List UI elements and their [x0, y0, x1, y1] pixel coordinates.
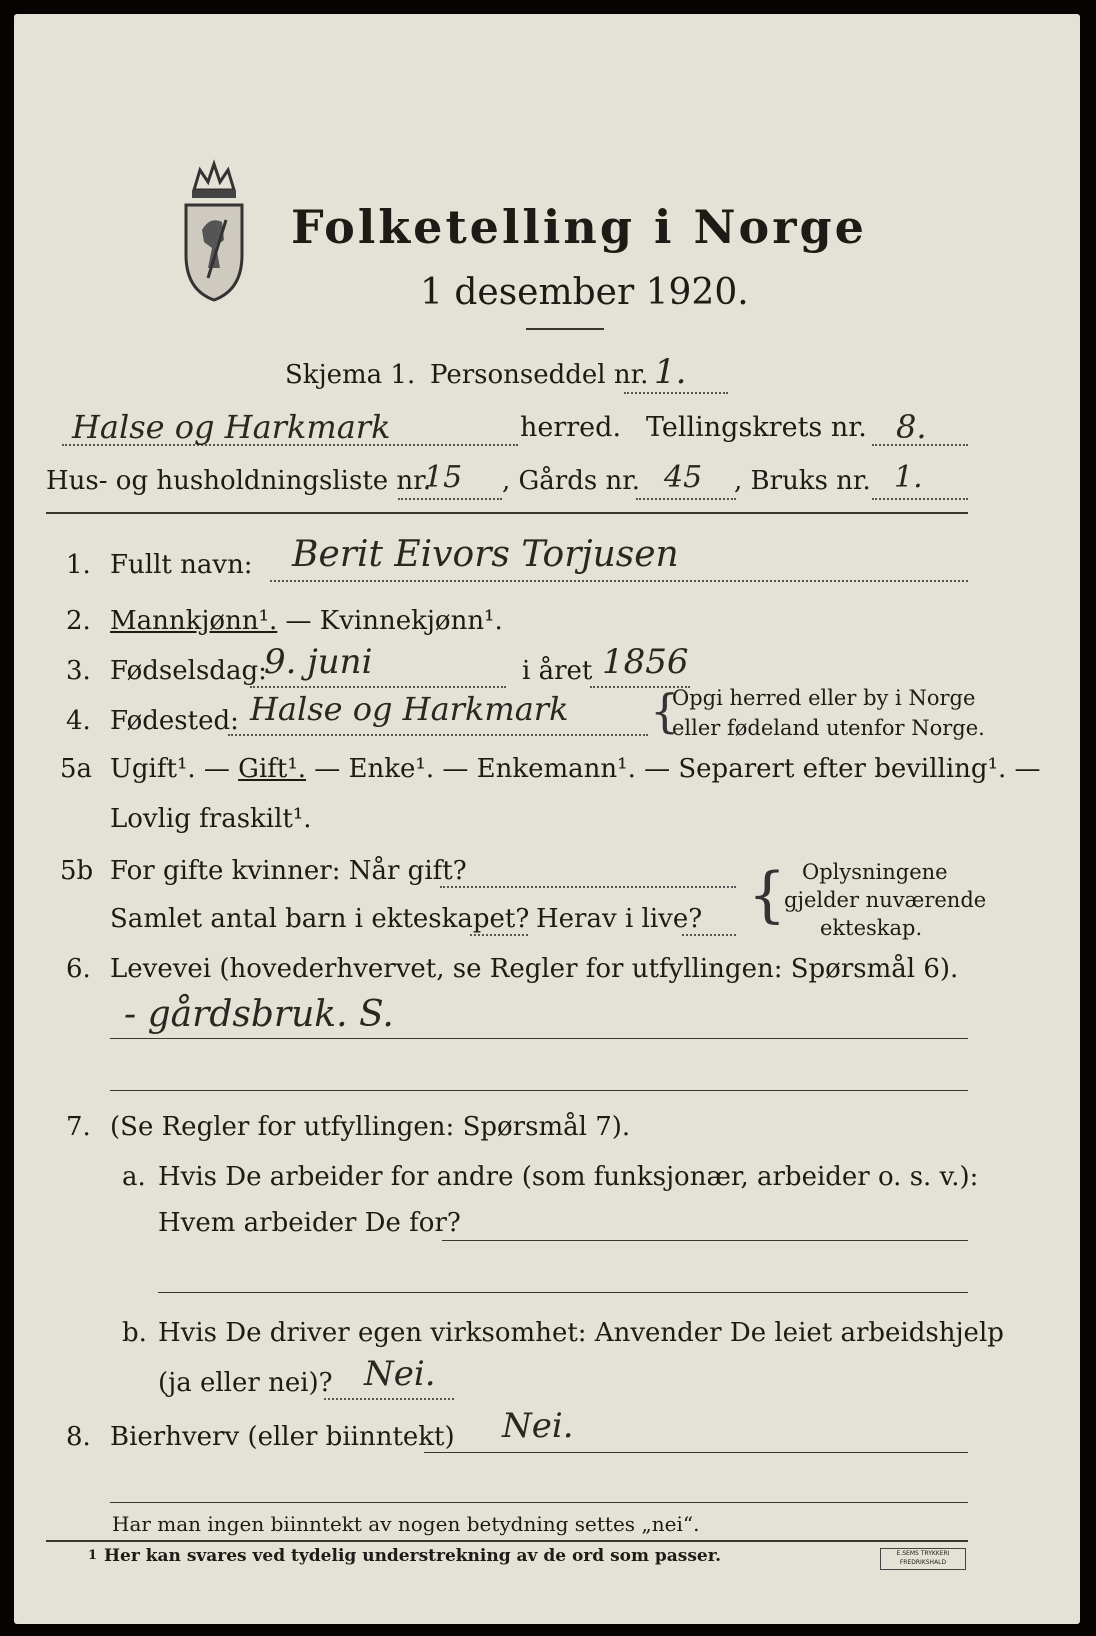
q4-value: Halse og Harkmark — [250, 690, 569, 728]
footer-note: Har man ingen biinntekt av nogen betydning settes „nei“. — [112, 1512, 700, 1536]
q8-field-line-1 — [424, 1452, 968, 1453]
q7a-question: Hvem arbeider De for? — [158, 1208, 461, 1238]
q5b-alive: Herav i live? — [536, 904, 703, 934]
q4-label: Fødested: — [110, 706, 239, 736]
schema-label: Skjema 1. — [285, 360, 416, 390]
q1-label: Fullt navn: — [110, 550, 253, 580]
q5a-rest: — Enke¹. — Enkemann¹. — Separert efter bevilling¹. — — [306, 754, 1041, 784]
q5b-when-field-line — [440, 886, 736, 888]
census-date: 1 desember 1920. — [420, 272, 749, 313]
bruks-label: , Bruks nr. — [734, 466, 871, 496]
q3-label: Fødselsdag: — [110, 656, 267, 686]
q4-number: 4. — [66, 706, 91, 736]
bruks-value: 1. — [894, 460, 923, 495]
gards-label: , Gårds nr. — [502, 466, 641, 496]
q3-field-line — [250, 686, 506, 688]
q7a-field-line-2 — [158, 1292, 968, 1293]
q7a-text: Hvis De arbeider for andre (som funksjonær, arbeider o. s. v.): — [158, 1162, 979, 1192]
q5b-alive-field-line — [682, 934, 736, 936]
q3-year-value: 1856 — [602, 642, 689, 682]
q3-value: 9. juni — [264, 642, 373, 682]
bruks-field-line — [872, 498, 968, 500]
q3-year-label: i året — [522, 656, 593, 686]
q6-field-line-1 — [110, 1038, 968, 1039]
tellingskrets-label: Tellingskrets nr. — [646, 412, 867, 443]
q5b-when-married: For gifte kvinner: Når gift? — [110, 856, 467, 886]
tellingskrets-value: 8. — [896, 408, 927, 446]
q6-number: 6. — [66, 954, 91, 984]
q1-value: Berit Eivors Torjusen — [292, 534, 679, 575]
q5b-children: Samlet antal barn i ekteskapet? — [110, 904, 530, 934]
q5b-note-2: gjelder nuværende — [784, 888, 987, 912]
q2-number: 2. — [66, 606, 91, 636]
footer-divider — [46, 1540, 968, 1542]
q3-number: 3. — [66, 656, 91, 686]
q4-brace: { — [650, 684, 680, 738]
q5a-number: 5a — [60, 754, 93, 784]
q2-mannkjonn: Mannkjønn¹. — [110, 606, 278, 636]
coat-of-arms-icon — [164, 150, 264, 310]
q6-field-line-2 — [110, 1090, 968, 1091]
personseddel-label: Personseddel nr. — [430, 360, 649, 390]
hus-field-line — [398, 498, 502, 500]
q7b-field-line — [324, 1398, 454, 1400]
q5b-children-field-line — [470, 934, 528, 936]
footnote-number: 1 — [88, 1548, 98, 1563]
q7b-text: Hvis De driver egen virksomhet: Anvender De leiet arbeidshjelp — [158, 1318, 1004, 1348]
title-divider — [526, 328, 604, 330]
q5a-fraskilt: Lovlig fraskilt¹. — [110, 804, 312, 834]
q5b-note-3: ekteskap. — [820, 916, 923, 940]
hus-label: Hus- og husholdningsliste nr. — [46, 466, 432, 496]
q4-note-2: eller fødeland utenfor Norge. — [672, 716, 985, 740]
q2-label — [110, 606, 503, 636]
census-form — [14, 14, 1080, 1624]
header-divider — [46, 512, 968, 514]
q7b-value: Nei. — [364, 1354, 436, 1394]
q5a-ugift: Ugift¹. — — [110, 754, 239, 784]
form-title: Folketelling i Norge — [291, 200, 867, 254]
q4-note-1: Opgi herred eller by i Norge — [672, 686, 976, 710]
q5a-options — [110, 754, 1041, 784]
q6-value: - gårdsbruk. S. — [124, 994, 394, 1035]
q1-number: 1. — [66, 550, 91, 580]
q2-kvinnekjonn: — Kvinnekjønn¹. — [277, 606, 503, 636]
q8-number: 8. — [66, 1422, 91, 1452]
q4-field-line — [228, 734, 648, 736]
q7-label: (Se Regler for utfyllingen: Spørsmål 7). — [110, 1112, 631, 1142]
q5b-note-1: Oplysningene — [802, 860, 948, 884]
herred-label: herred. — [520, 412, 622, 443]
gards-value: 45 — [664, 460, 703, 495]
q1-field-line — [270, 580, 968, 582]
q8-label: Bierhverv (eller biinntekt) — [110, 1422, 455, 1452]
q7a-letter: a. — [122, 1162, 146, 1192]
gards-field-line — [636, 498, 736, 500]
q5b-number: 5b — [60, 856, 94, 886]
footnote-text: Her kan svares ved tydelig understrekning av de ord som passer. — [104, 1546, 722, 1566]
q8-field-line-2 — [110, 1502, 968, 1503]
q7b-question: (ja eller nei)? — [158, 1368, 333, 1398]
printer-stamp: E.SEMS TRYKKERI FREDRIKSHALD — [880, 1548, 966, 1570]
q7-number: 7. — [66, 1112, 91, 1142]
hus-value: 15 — [424, 460, 463, 495]
q5a-gift: Gift¹. — [238, 754, 307, 784]
q6-label: Levevei (hovederhvervet, se Regler for utfyllingen: Spørsmål 6). — [110, 954, 959, 984]
personseddel-field-line — [624, 392, 728, 394]
q8-value: Nei. — [502, 1406, 574, 1446]
q5b-brace: { — [748, 860, 787, 930]
herred-value: Halse og Harkmark — [72, 408, 391, 446]
q7a-field-line-1 — [442, 1240, 968, 1241]
q7b-letter: b. — [122, 1318, 147, 1348]
personseddel-value: 1. — [654, 352, 687, 392]
